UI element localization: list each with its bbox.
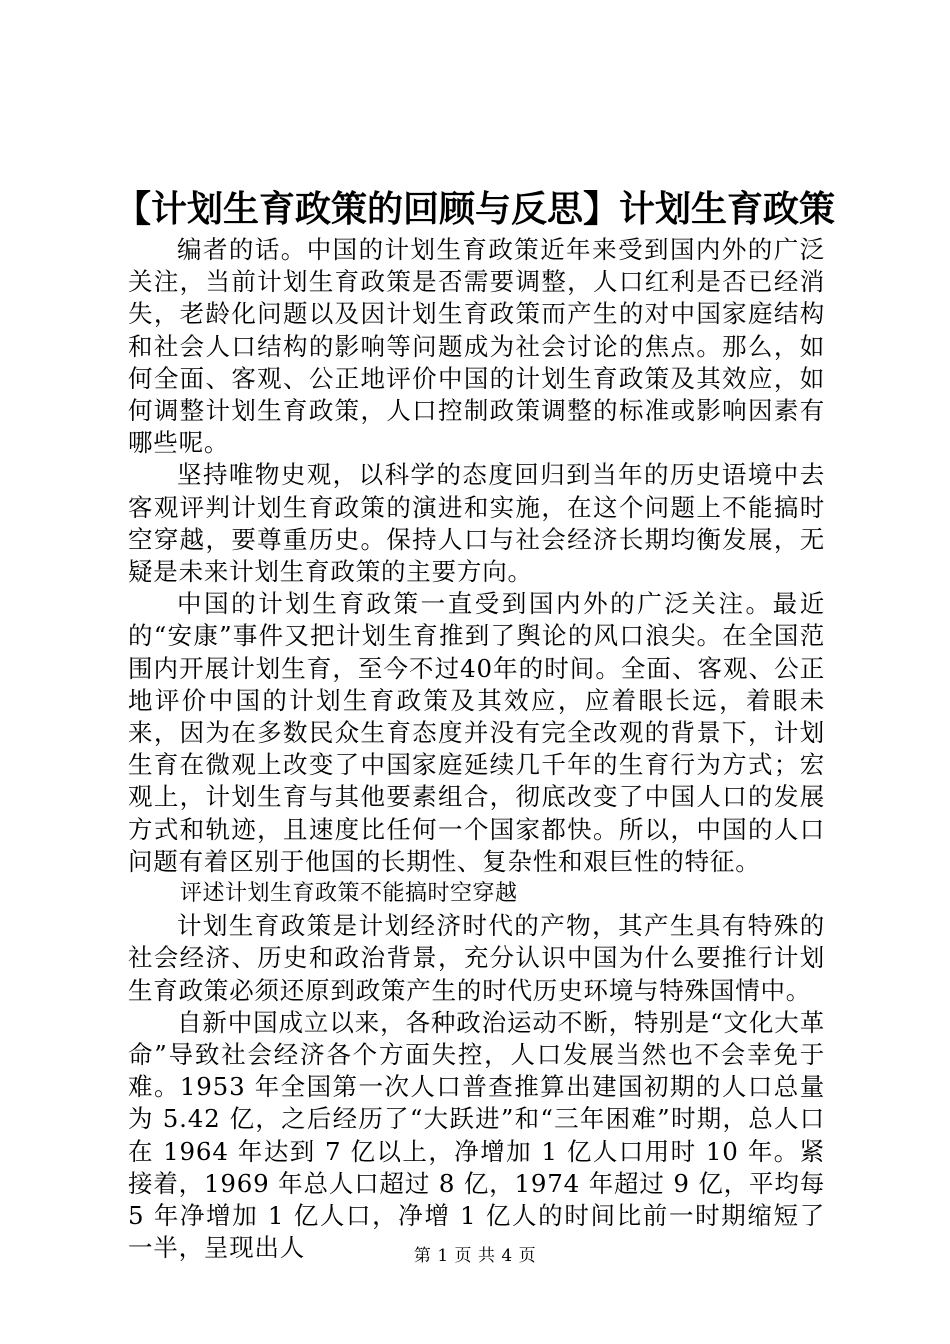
section-subheading: 评述计划生育政策不能搞时空穿越 [180,881,518,907]
paragraph-materialism: 坚持唯物史观，以科学的态度回归到当年的历史语境中去客观评判计划生育政策的演进和实施，在这个问题上不能搞时空穿越，要尊重历史。保持人口与社会经济长期均衡发展，无疑是未来计划生育政策的主要方向。 [128,460,825,587]
paragraph-attention: 中国的计划生育政策一直受到国内外的广泛关注。最近的“安康”事件又把计划生育推到了舆论的风口浪尖。在全国范围内开展计划生育，至今不过40年的时间。全面、客观、公正地评价中国的计划生育政策及其效应，应着眼长远，着眼未来，因为在多数民众生育态度并没有完全改观的背景下，计划生育在微观上改变了中国家庭延续几千年的生育行为方式；宏观上，计划生育与其他要素组合，彻底改变了中国人口的发展方式和轨迹，且速度比任何一个国家都快。所以，中国的人口问题有着区别于他国的长期性、复杂性和艰巨性的特征。 [128,589,825,876]
paragraph-population-history: 自新中国成立以来，各种政治运动不断，特别是“文化大革命”导致社会经济各个方面失控，人口发展当然也不会幸免于难。1953 年全国第一次人口普查推算出建国初期的人口总量为 5.42 亿，之后经历了“大跃进”和“三年困难”时期，总人口在 1964 年达到 7 亿以上，净增加 1 亿人口用时 10 年。紧接着，1969 年总人口超过 8 亿，1974 年超过 9 亿，平均每 5 年净增加 1 亿人口，净增 1 亿人的时间比前一时期缩短了一半，呈现出人 [128,1007,825,1263]
document-title: 【计划生育政策的回顾与反思】计划生育政策 [114,188,835,230]
document-body [128,234,825,1265]
page-footer: 第 1 页 共 4 页 [413,1246,537,1266]
paragraph-planned-economy: 计划生育政策是计划经济时代的产物，其产生具有特殊的社会经济、历史和政治背景，充分认识中国为什么要推行计划生育政策必须还原到政策产生的时代历史环境与特殊国情中。 [128,911,825,1005]
paragraph-editor-note: 编者的话。中国的计划生育政策近年来受到国内外的广泛关注，当前计划生育政策是否需要调整，人口红利是否已经消失，老龄化问题以及因计划生育政策而产生的对中国家庭结构和社会人口结构的影响等问题成为社会讨论的焦点。那么，如何全面、客观、公正地评价中国的计划生育政策及其效应，如何调整计划生育政策，人口控制政策调整的标准或影响因素有哪些呢。 [128,235,825,458]
